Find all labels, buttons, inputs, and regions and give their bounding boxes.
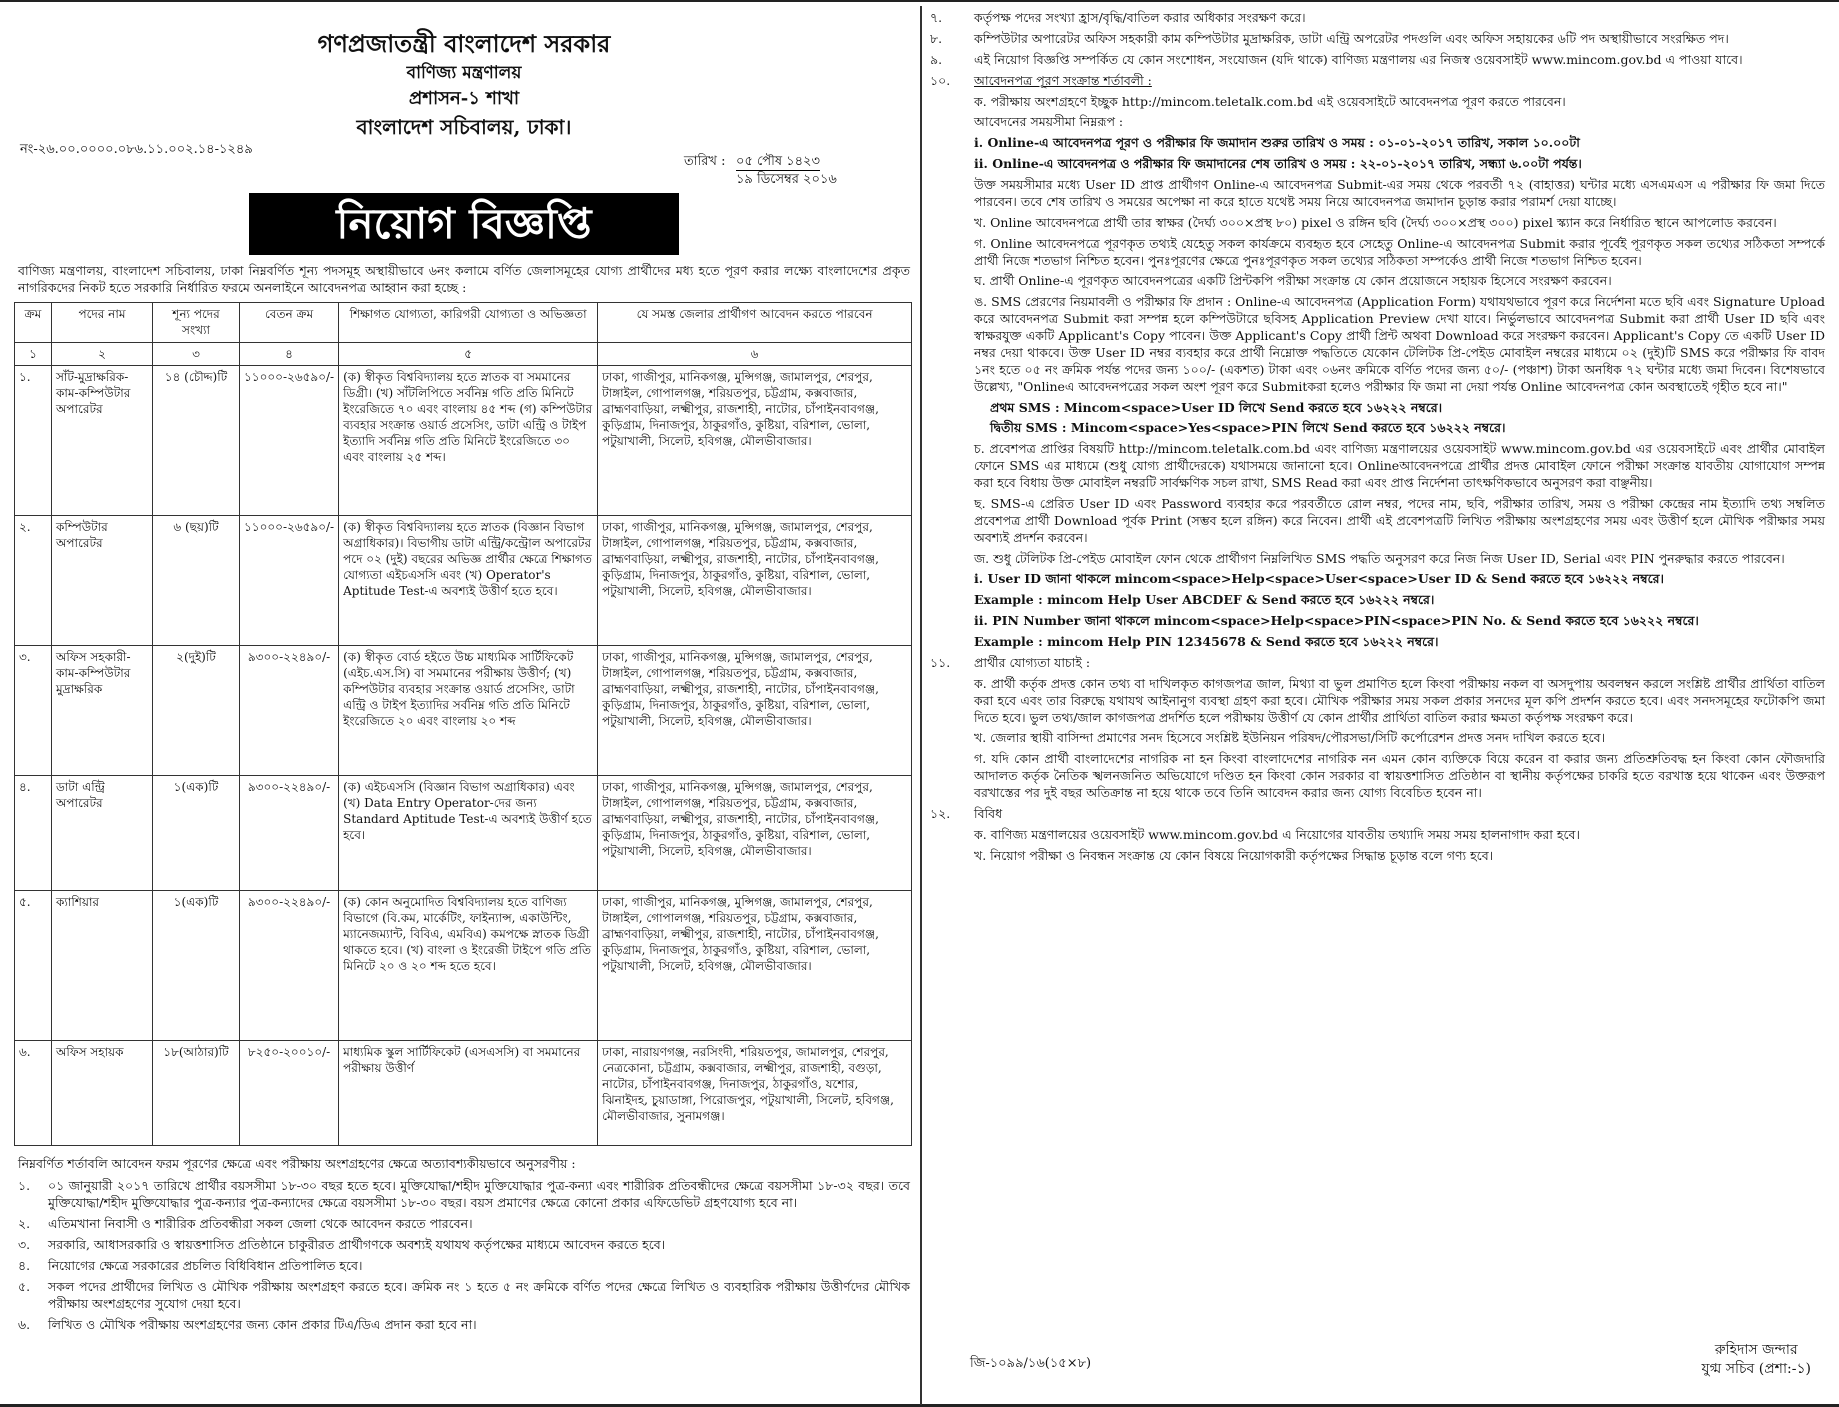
clause-9 bbox=[930, 52, 1825, 69]
clause-11 bbox=[930, 655, 1825, 672]
timeline-end: ii. Online-এ আবেদনপত্র ও পরীক্ষার ফি জমাদানের শেষ তারিখ ও সময় : ২২-০১-২০১৭ তারিখ, সন্ধ্যা ৬.০০টা পর্যন্ত। bbox=[974, 156, 1582, 172]
condition-text: সরকারি, আধাসরকারি ও স্বায়ত্তশাসিত প্রতিষ্ঠানে চাকুরীরত প্রার্থীগণকে অবশ্যই যথাযথ কর্তৃপক্ষের মাধ্যমে আবেদন করতে হবে। bbox=[48, 1237, 666, 1253]
condition-text: ০১ জানুয়ারী ২০১৭ তারিখে প্রার্থীর বয়সসীমা ১৮-৩০ বছর হতে হবে। মুক্তিযোদ্ধা/শহীদ মুক্তিযোদ্ধার পুত্র-কন্যা এবং শারীরিক প্রতিবন্ধীদের ক্ষেত্রে বয়সসীমা ১৮-৩২ বছর। তবে মুক্তিযোদ্ধা/শহীদ মুক্তিযোদ্ধার পুত্র-কন্যার পুত্র-কন্যাদের ক্ষেত্রে বয়সসীমা ১৮-৩০ বছর। বয়স প্রমাণের ক্ষেত্রে কোনো প্রকার এফিডেভিট গ্রহণযোগ্য হবে না। bbox=[48, 1178, 910, 1211]
col-number: ১ bbox=[15, 342, 52, 365]
row-post: সাঁট-মুদ্রাক্ষরিক-কাম-কম্পিউটার অপারেটর bbox=[52, 365, 153, 515]
reference-number: নং-২৬.০০.০০০০.০৮৬.১১.০০২.১৪-১২৪৯ bbox=[20, 141, 253, 157]
intro-paragraph: বাণিজ্য মন্ত্রণালয়, বাংলাদেশ সচিবালয়, ঢাকা নিম্নবর্ণিত শূন্য পদসমূহ অস্থায়ীভাবে ৬নং কলামে বর্ণিত জেলাসমূহের যোগ্য প্রার্থীদের মধ্য হতে পূরণ করার লক্ষ্যে বাংলাদেশের প্রকৃত নাগরিকদের নিকট হতে সরকারি নির্ধারিত ফরমে অনলাইনে আবেদনপত্র আহ্বান করা হচ্ছে : bbox=[18, 262, 910, 295]
condition-item bbox=[18, 1258, 910, 1275]
col-header: বেতন ক্রম bbox=[240, 303, 339, 342]
signature-block bbox=[1702, 1341, 1811, 1379]
condition-text: এতিমখানা নিবাসী ও শারীরিক প্রতিবন্ধীরা সকল জেলা থেকে আবেদন করতে পারবেন। bbox=[48, 1216, 473, 1232]
condition-number: ৫. bbox=[18, 1278, 31, 1294]
conditions-heading: নিম্নবর্ণিত শর্তাবলি আবেদন ফরম পূরণের ক্ষেত্রে এবং পরীক্ষায় অংশগ্রহণের ক্ষেত্রে অত্যাবশ্যকীয়ভাবে অনুসরণীয় : bbox=[18, 1155, 576, 1171]
row-serial: ১. bbox=[15, 365, 52, 515]
condition-number: ২. bbox=[18, 1216, 31, 1232]
table-row bbox=[15, 365, 912, 515]
row-post: ডাটা এন্ট্রি অপারেটর bbox=[52, 775, 153, 890]
col-number: ৪ bbox=[240, 342, 339, 365]
vacancy-table bbox=[14, 302, 912, 1145]
row-count: ১(এক)টি bbox=[153, 775, 240, 890]
condition-item bbox=[18, 1317, 910, 1334]
condition-item bbox=[18, 1216, 910, 1233]
col-header: শূন্য পদের সংখ্যা bbox=[153, 303, 240, 342]
col-header: পদের নাম bbox=[52, 303, 153, 342]
timeline-start: i. Online-এ আবেদনপত্র পূরণ ও পরীক্ষার ফি জমাদান শুরুর তারিখ ও সময় : ০১-০১-২০১৭ তারিখ, সকাল ১০.০০টা bbox=[974, 135, 1580, 151]
timeline-heading: আবেদনের সময়সীমা নিম্নরূপ : bbox=[974, 114, 1124, 130]
govt-name: গণপ্রজাতন্ত্রী বাংলাদেশ সরকার bbox=[317, 29, 611, 58]
row-serial: ৫. bbox=[15, 890, 52, 1040]
clause-11-kha: খ. জেলার স্থায়ী বাসিন্দা প্রমাণের সনদ হিসেবে সংশ্লিষ্ট ইউনিয়ন পরিষদ/পৌরসভা/সিটি কর্পোরেশন প্রদত্ত সনদ দাখিল করতে হবে। bbox=[974, 730, 1606, 746]
row-serial: ৬. bbox=[15, 1040, 52, 1145]
date-english: ১৯ ডিসেম্বর ২০১৬ bbox=[736, 172, 837, 188]
clause-number: ১১. bbox=[930, 654, 951, 670]
col-number: ৬ bbox=[598, 342, 912, 365]
sms-first: প্রথম SMS : Mincom<space>User ID লিখে Send করতে হবে ১৬২২২ নম্বরে। bbox=[990, 399, 1443, 415]
clause-text: কর্তৃপক্ষ পদের সংখ্যা হ্রাস/বৃদ্ধি/বাতিল করার অধিকার সংরক্ষণ করে। bbox=[974, 10, 1306, 25]
timeline-note: উক্ত সময়সীমার মধ্যে User ID প্রাপ্ত প্রার্থীগণ Online-এ আবেদনপত্র Submit-এর সময় থেকে পরবর্তী ৭২ (বাহাত্তর) ঘন্টার মধ্যে এসএমএস এ পরীক্ষার ফি জমা দিতে পারবেন। তবে শেষ তারিখ ও সময়ের অপেক্ষা না করে হাতে যথেষ্ট সময় নিয়ে আবেদনপত্র জমাদান চূড়ান্ত করার পরামর্শ দেয়া যাচ্ছে। bbox=[974, 177, 1825, 209]
clause-8 bbox=[930, 31, 1825, 48]
clause-text: কম্পিউটার অপারেটর অফিস সহকারী কাম কম্পিউটার মুদ্রাক্ষরিক, ডাটা এন্ট্রি অপরেটর পদগুলি এবং অফিস সহায়কের ৬টি পদ অস্থায়ীভাবে সংরক্ষিত পদ। bbox=[974, 30, 1729, 46]
clause-text: বিবিধ bbox=[974, 805, 1003, 821]
col-header: যে সমস্ত জেলার প্রার্থীগণ আবেদন করতে পারবেন bbox=[598, 303, 912, 342]
clause-number: ৮. bbox=[930, 30, 943, 46]
row-post: অফিস সহায়ক bbox=[52, 1040, 153, 1145]
table-row bbox=[15, 645, 912, 775]
clause-10 bbox=[930, 73, 1825, 90]
table-row bbox=[15, 515, 912, 645]
row-post: ক্যাশিয়ার bbox=[52, 890, 153, 1040]
row-post: অফিস সহকারী-কাম-কম্পিউটার মুদ্রাক্ষরিক bbox=[52, 645, 153, 775]
row-qualification: (ক) স্বীকৃত বিশ্ববিদ্যালয় হতে স্নাতক (বিজ্ঞান বিভাগ অগ্রাধিকার)। বিভাগীয় ডাটা এন্ট্রি/কন্ট্রোল অপারেটর পদে ০২ (দুই) বছরের অভিজ্ঞ প্রার্থীর ক্ষেত্রে শিক্ষাগত যোগ্যতা এইচএসসি এবং (খ) Operator's Aptitude Test-এ অবশ্যই উত্তীর্ণ হতে হবে। bbox=[339, 515, 598, 645]
row-districts: ঢাকা, গাজীপুর, মানিকগঞ্জ, মুন্সিগঞ্জ, জামালপুর, শেরপুর, টাঙ্গাইল, গোপালগঞ্জ, শরিয়তপুর, চট্টগ্রাম, কক্সবাজার, ব্রাহ্মণবাড়িয়া, লক্ষ্মীপুর, রাজশাহী, নাটোর, চাঁপাইনবাবগঞ্জ, কুড়িগ্রাম, দিনাজপুর, ঠাকুরগাঁও, কুষ্টিয়া, বরিশাল, ভোলা, পটুয়াখালী, সিলেট, হবিগঞ্জ, মৌলভীবাজার। bbox=[598, 775, 912, 890]
right-column bbox=[930, 8, 1825, 1403]
ref-date-line bbox=[14, 141, 914, 188]
clause-text: এই নিয়োগ বিজ্ঞপ্তি সম্পর্কিত যে কোন সংশোধন, সংযোজন (যদি থাকে) বাণিজ্য মন্ত্রণালয় এর নিজস্ব ওয়েবসাইট www.mincom.gov.bd এ পাওয়া যাবে। bbox=[974, 51, 1743, 67]
row-districts: ঢাকা, গাজীপুর, মানিকগঞ্জ, মুন্সিগঞ্জ, জামালপুর, শেরপুর, টাঙ্গাইল, গোপালগঞ্জ, শরিয়তপুর, চট্টগ্রাম, কক্সবাজার, ব্রাহ্মণবাড়িয়া, লক্ষ্মীপুর, রাজশাহী, নাটোর, চাঁপাইনবাবগঞ্জ, কুড়িগ্রাম, দিনাজপুর, ঠাকুরগাঁও, কুষ্টিয়া, বরিশাল, ভোলা, পটুয়াখালী, সিলেট, হবিগঞ্জ, মৌলভীবাজার। bbox=[598, 365, 912, 515]
row-count: ২(দুই)টি bbox=[153, 645, 240, 775]
table-number-row bbox=[15, 342, 912, 365]
clause-7 bbox=[930, 10, 1825, 27]
clause-12-kha: খ. নিয়োগ পরীক্ষা ও নিবন্ধন সংক্রান্ত যে কোন বিষয়ে নিয়োগকারী কর্তৃপক্ষের সিদ্ধান্ত চূড়ান্ত বলে গণ্য হবে। bbox=[974, 847, 1494, 863]
condition-text: সকল পদের প্রার্থীদের লিখিত ও মৌখিক পরীক্ষায় অংশগ্রহণ করতে হবে। ক্রমিক নং ১ হতে ৫ নং ক্রমিকে বর্ণিত পদের ক্ষেত্রে লিখিত ও ব্যবহারিক পরীক্ষায় উত্তীর্ণদের মৌখিক পরীক্ষায় অংশগ্রহণের সুযোগ দেয়া হবে। bbox=[48, 1278, 910, 1311]
condition-text: নিয়োগের ক্ষেত্রে সরকারের প্রচলিত বিধিবিধান প্রতিপালিত হবে। bbox=[48, 1257, 363, 1273]
clause-10-uma: ঙ. SMS প্রেরণের নিয়মাবলী ও পরীক্ষার ফি প্রদান : Online-এ আবেদনপত্র (Application Form) যথাযথভাবে পূরণ করে নির্দেশনা মতে ছবি এবং Signature Upload করে আবেদনপত্র Submit করা সম্পন্ন হলে কম্পিউটারে ছবিসহ Application Preview দেখা যাবে। নির্ভুলভাবে আবেদনপত্র Submit করা প্রার্থী User ID ছবি এবং স্বাক্ষরযুক্ত একটি Applicant's Copy পাবেন। উক্ত Applicant's Copy প্রার্থী প্রিন্ট অথবা Download করে সংরক্ষণ করবেন। Applicant's Copy তে একটি User ID নম্বর দেয়া থাকবে। উক্ত User ID নম্বর ব্যবহার করে প্রার্থী নিম্নোক্ত পদ্ধতিতে যেকোন টেলিটক প্রি-পেইড মোবাইল নম্বরের মাধ্যমে ০২ (দুই)টি SMS করে পরীক্ষার ফি বাবদ ১নং হতে ০৫ নং ক্রমিক পর্যন্ত পদের জন্য ১০০/- (একশত) টাকা এবং ০৬নং ক্রমিকে বর্ণিত পদের জন্য ৫০/- (পঞ্চাশ) টাকা অনধিক ৭২ ঘন্টার মধ্যে জমা দিবেন। বিশেষভাবে উল্লেখ্য, "Onlineএ আবেদনপত্রের সকল অংশ পূরণ করে Submitকরা হলেও পরীক্ষার ফি জমা না দেয়া পর্যন্ত Online আবেদনপত্র কোন অবস্থাতেই গৃহীত হবে না।" bbox=[974, 294, 1825, 394]
row-count: ৬ (ছয়)টি bbox=[153, 515, 240, 645]
condition-text: লিখিত ও মৌখিক পরীক্ষায় অংশগ্রহণের জন্য কোন প্রকার টিএ/ডিএ প্রদান করা হবে না। bbox=[48, 1316, 477, 1332]
row-qualification: (ক) স্বীকৃত বিশ্ববিদ্যালয় হতে স্নাতক বা সমমানের ডিগ্রী। (খ) সাঁটলিপিতে সর্বনিম্ন গতি প্রতি মিনিটে ইংরেজিতে ৭০ এবং বাংলায় ৪৫ শব্দ (গ) কম্পিউটার ব্যবহার সংক্রান্ত ওয়ার্ড প্রসেসিং, ডাটা এন্ট্রি ও টাইপ ইত্যাদি সর্বনিম্ন গতি প্রতি মিনিটে ইংরেজিতে ৩০ এবং বাংলায় ২৫ শব্দ। bbox=[339, 365, 598, 515]
recruitment-banner: নিয়োগ বিজ্ঞপ্তি bbox=[249, 193, 679, 255]
clause-number: ৯. bbox=[930, 51, 943, 67]
condition-number: ৩. bbox=[18, 1237, 31, 1253]
clause-number: ১০. bbox=[930, 72, 951, 88]
clause-text: প্রার্থীর যোগ্যতা যাচাই : bbox=[974, 654, 1091, 670]
clause-10-cha: চ. প্রবেশপত্র প্রাপ্তির বিষয়টি http://mincom.teletalk.com.bd এবং বাণিজ্য মন্ত্রণালয়ের ওয়েবসাইট www.mincom.gov.bd এর ওয়েবসাইটে এবং প্রার্থীর মোবাইল ফোনে SMS এর মাধ্যমে (শুধু যোগ্য প্রার্থীদেরকে) যথাসময়ে জানানো হবে। Onlineআবেদনপত্রে প্রার্থীর প্রদত্ত মোবাইল ফোনে পরীক্ষা সংক্রান্ত যাবতীয় যোগাযোগ সম্পন্ন করা হবে বিধায় উক্ত মোবাইল নম্বরটি সার্বক্ষণিক সচল রাখা, SMS Read করা এবং প্রাপ্ত নির্দেশনা তাৎক্ষণিকভাবে অনুসরণ করা বাঞ্ছনীয়। bbox=[974, 441, 1825, 490]
clause-10-chha: ছ. SMS-এ প্রেরিত User ID এবং Password ব্যবহার করে পরবর্তীতে রোল নম্বর, পদের নাম, ছবি, পরীক্ষার তারিখ, সময় ও পরীক্ষা কেন্দ্রের নাম ইত্যাদি তথ্য সম্বলিত প্রবেশপত্র প্রার্থী Download পূর্বক Print (সম্ভব হলে রঙ্গিন) করে নিবেন। প্রার্থী এই প্রবেশপত্রটি লিখিত পরীক্ষায় অংশগ্রহণের সময় এবং উত্তীর্ণ হলে মৌখিক পরীক্ষার সময় অবশ্যই প্রদর্শন করবেন। bbox=[974, 495, 1825, 545]
clause-text: আবেদনপত্র পূরণ সংক্রান্ত শর্তাবলী : bbox=[974, 72, 1152, 88]
col-header: শিক্ষাগত যোগ্যতা, কারিগরী যোগ্যতা ও অভিজ্ঞতা bbox=[339, 303, 598, 342]
clause-11-ga: গ. যদি কোন প্রার্থী বাংলাদেশের নাগরিক না হন কিংবা বাংলাদেশের নাগরিক নন এমন কোন ব্যক্তিকে বিয়ে করেন বা করার জন্য প্রতিশ্রুতিবদ্ধ হন কিংবা কোন ফৌজদারি আদালত কর্তৃক নৈতিক স্খলনজনিত অভিযোগে দণ্ডিত হন কিংবা কোন সরকার বা স্বায়ত্তশাসিত প্রতিষ্ঠান বা স্থানীয় কর্তৃপক্ষের চাকরি হতে বরখাস্ত হয়ে থাকেন এবং উক্তরূপ বরখাস্তের পর দুই বছর অতিক্রান্ত না হয়ে থাকে তবে তিনি আবেদন করার জন্য যোগ্য বিবেচিত হবেন না। bbox=[974, 751, 1825, 800]
table-row bbox=[15, 1040, 912, 1145]
clause-12-ka: ক. বাণিজ্য মন্ত্রণালয়ের ওয়েবসাইট www.mincom.gov.bd এ নিয়োগের যাবতীয় তথ্যাদি সময় সময় হালনাগাদ করা হবে। bbox=[974, 826, 1580, 842]
recover-userid-example: Example : mincom Help User ABCDEF & Send করতে হবে ১৬২২২ নম্বরে। bbox=[974, 592, 1435, 608]
condition-number: ১. bbox=[18, 1178, 31, 1194]
condition-item bbox=[18, 1237, 910, 1254]
recover-pin: ii. PIN Number জানা থাকলে mincom<space>Help<space>PIN<space>PIN No. & Send করতে হবে ১৬২২২ নম্বরে। bbox=[974, 613, 1699, 629]
row-districts: ঢাকা, গাজীপুর, মানিকগঞ্জ, মুন্সিগঞ্জ, জামালপুর, শেরপুর, টাঙ্গাইল, গোপালগঞ্জ, শরিয়তপুর, চট্টগ্রাম, কক্সবাজার, ব্রাহ্মণবাড়িয়া, লক্ষ্মীপুর, রাজশাহী, নাটোর, চাঁপাইনবাবগঞ্জ, কুড়িগ্রাম, দিনাজপুর, ঠাকুরগাঁও, কুষ্টিয়া, বরিশাল, ভোলা, পটুয়াখালী, সিলেট, হবিগঞ্জ, মৌলভীবাজার। bbox=[598, 890, 912, 1040]
left-column bbox=[14, 8, 914, 1403]
clause-12 bbox=[930, 806, 1825, 823]
row-pay: ৮২৫০-২০০১০/- bbox=[240, 1040, 339, 1145]
row-qualification: (ক) স্বীকৃত বোর্ড হইতে উচ্চ মাধ্যমিক সার্টিফিকেট (এইচ.এস.সি) বা সমমানের পরীক্ষায় উত্তীর্ণ; (খ) কম্পিউটার ব্যবহার সংক্রান্ত ওয়ার্ড প্রসেসিং, ডাটা এন্ট্রি ও টাইপ ইত্যাদির সর্বনিম্ন গতি প্রতি মিনিটে ইংরেজিতে ২০ এবং বাংলায় ২০ শব্দ bbox=[339, 645, 598, 775]
ministry-name: বাণিজ্য মন্ত্রণালয় bbox=[406, 63, 522, 84]
row-pay: ৯৩০০-২২৪৯০/- bbox=[240, 890, 339, 1040]
column-divider bbox=[920, 6, 922, 1405]
col-number: ২ bbox=[52, 342, 153, 365]
clause-number: ৭. bbox=[930, 10, 943, 25]
row-pay: ১১০০০-২৬৫৯০/- bbox=[240, 515, 339, 645]
row-pay: ১১০০০-২৬৫৯০/- bbox=[240, 365, 339, 515]
col-number: ৩ bbox=[153, 342, 240, 365]
row-districts: ঢাকা, গাজীপুর, মানিকগঞ্জ, মুন্সিগঞ্জ, জামালপুর, শেরপুর, টাঙ্গাইল, গোপালগঞ্জ, শরিয়তপুর, চট্টগ্রাম, কক্সবাজার, ব্রাহ্মণবাড়িয়া, লক্ষ্মীপুর, রাজশাহী, নাটোর, চাঁপাইনবাবগঞ্জ, কুড়িগ্রাম, দিনাজপুর, ঠাকুরগাঁও, কুষ্টিয়া, বরিশাল, ভোলা, পটুয়াখালী, সিলেট, হবিগঞ্জ, মৌলভীবাজার। bbox=[598, 515, 912, 645]
condition-item bbox=[18, 1178, 910, 1212]
table-row bbox=[15, 890, 912, 1040]
clause-10-ja: জ. শুধু টেলিটক প্রি-পেইড মোবাইল ফোন থেকে প্রার্থীগণ নিম্নলিখিত SMS পদ্ধতি অনুসরণ করে নিজ নিজ User ID, Serial এবং PIN পুনরুদ্ধার করতে পারবেন। bbox=[974, 550, 1785, 566]
condition-number: ৪. bbox=[18, 1257, 31, 1273]
row-count: ১(এক)টি bbox=[153, 890, 240, 1040]
row-count: ১৪ (চৌদ্দ)টি bbox=[153, 365, 240, 515]
row-count: ১৮(আঠার)টি bbox=[153, 1040, 240, 1145]
row-serial: ৩. bbox=[15, 645, 52, 775]
clause-number: ১২. bbox=[930, 805, 951, 821]
clause-10-gha: ঘ. প্রার্থী Online-এ পূরণকৃত আবেদনপত্রের একটি প্রিন্টকপি পরীক্ষা সংক্রান্ত যে কোন প্রয়োজনে সহায়ক হিসেবে সংরক্ষণ করবেন। bbox=[974, 273, 1612, 289]
signatory-title: যুগ্ম সচিব (প্রশা:-১) bbox=[1701, 1361, 1811, 1378]
row-serial: ৪. bbox=[15, 775, 52, 890]
date-label: তারিখ : bbox=[684, 153, 726, 169]
date-block bbox=[684, 153, 844, 189]
office-address: বাংলাদেশ সচিবালয়, ঢাকা। bbox=[356, 114, 572, 139]
date-bangla: ০৫ পৌষ ১৪২৩ bbox=[736, 153, 820, 172]
col-header: ক্রম bbox=[15, 303, 52, 342]
row-districts: ঢাকা, গাজীপুর, মানিকগঞ্জ, মুন্সিগঞ্জ, জামালপুর, শেরপুর, টাঙ্গাইল, গোপালগঞ্জ, শরিয়তপুর, চট্টগ্রাম, কক্সবাজার, ব্রাহ্মণবাড়িয়া, লক্ষ্মীপুর, রাজশাহী, নাটোর, চাঁপাইনবাবগঞ্জ, কুড়িগ্রাম, দিনাজপুর, ঠাকুরগাঁও, কুষ্টিয়া, বরিশাল, ভোলা, পটুয়াখালী, সিলেট, হবিগঞ্জ, মৌলভীবাজার। bbox=[598, 645, 912, 775]
recover-userid: i. User ID জানা থাকলে mincom<space>Help<space>User<space>User ID & Send করতে হবে ১৬২২২ নম্বরে। bbox=[974, 571, 1664, 587]
table-header-row bbox=[15, 303, 912, 342]
recover-pin-example: Example : mincom Help PIN 12345678 & Send করতে হবে ১৬২২২ নম্বরে। bbox=[974, 634, 1439, 649]
clause-10-ka: ক. পরীক্ষায় অংশগ্রহণে ইচ্ছুক http://mincom.teletalk.com.bd এই ওয়েবসাইটে আবেদনপত্র পূরণ করতে পারবেন। bbox=[974, 93, 1566, 109]
clause-10-kha: খ. Online আবেদনপত্রে প্রার্থী তার স্বাক্ষর (দৈর্ঘ্য ৩০০×প্রস্থ ৮০) pixel ও রঙ্গিন ছবি (দৈর্ঘ্য ৩০০×প্রস্থ ৩০০) pixel স্ক্যান করে নির্ধারিত স্থানে আপলোড করবেন। bbox=[974, 214, 1777, 230]
row-pay: ৯৩০০-২২৪৯০/- bbox=[240, 645, 339, 775]
clause-11-ka: ক. প্রার্থী কর্তৃক প্রদত্ত কোন তথ্য বা দাখিলকৃত কাগজপত্র জাল, মিথ্যা বা ভুল প্রমাণিত হলে কিংবা পরীক্ষায় নকল বা অসদুপায় অবলম্বন করলে সংশ্লিষ্ট প্রার্থীর প্রার্থিতা বাতিল করা হবে এবং তার বিরুদ্ধে যথাযথ আইনানুগ ব্যবস্থা গ্রহণ করা হবে। মৌখিক পরীক্ষার সময় সকল প্রকার সনদের মূল কপি প্রদর্শন করতে হবে। এবং সনদসমূহের ফটোকপি জমা দিতে হবে। ভুল তথ্য/জাল কাগজপত্র প্রদর্শিত হলে পরীক্ষায় উত্তীর্ণ যে কোন প্রার্থীর প্রার্থিতা বাতিল করার ক্ষমতা কর্তৃপক্ষ সংরক্ষণ করে। bbox=[974, 675, 1825, 725]
sms-second: দ্বিতীয় SMS : Mincom<space>Yes<space>PIN লিখে Send করতে হবে ১৬২২২ নম্বরে। bbox=[990, 420, 1506, 436]
branch-name: প্রশাসন-১ শাখা bbox=[408, 88, 520, 110]
col-number: ৫ bbox=[339, 342, 598, 365]
row-qualification: (ক) এইচএসসি (বিজ্ঞান বিভাগ অগ্রাধিকার) এবং (খ) Data Entry Operator-দের জন্য Standard Aptitude Test-এ অবশ্যই উত্তীর্ণ হতে হবে। bbox=[339, 775, 598, 890]
clause-10-ga: গ. Online আবেদনপত্রে পূরণকৃত তথ্যই যেহেতু সকল কার্যক্রমে ব্যবহৃত হবে সেহেতু Online-এ আবেদনপত্র Submit করার পূর্বেই পূরণকৃত সকল তথ্যের সঠিকতা সম্পর্কে প্রার্থী নিজে শতভাগ নিশ্চিত হবেন। পুনঃপূরণের ক্ষেত্রে পুনঃপূরণকৃত সকল তথ্যের সঠিকতা সম্পর্কেও প্রার্থী নিজে শতভাগ নিশ্চিত হবেন। bbox=[974, 235, 1825, 268]
row-qualification: মাধ্যমিক স্কুল সার্টিফিকেট (এসএসসি) বা সমমানের পরীক্ষায় উত্তীর্ণ bbox=[339, 1040, 598, 1145]
row-post: কম্পিউটার অপারেটর bbox=[52, 515, 153, 645]
row-qualification: (ক) কোন অনুমোদিত বিশ্ববিদ্যালয় হতে বাণিজ্য বিভাগে (বি.কম, মার্কেটিং, ফাইন্যান্স, একাউন্টিং, ম্যানেজম্যান্ট, বিবিএ, এমবিএ) কমপক্ষে স্নাতক ডিগ্রী থাকতে হবে। (খ) বাংলা ও ইংরেজী টাইপে গতি প্রতি মিনিটে ২০ ও ২০ শব্দ হতে হবে। bbox=[339, 890, 598, 1040]
condition-number: ৬. bbox=[18, 1316, 31, 1332]
print-code: জি-১০৯৯/১৬(১৫×৮) bbox=[970, 1356, 1092, 1372]
row-serial: ২. bbox=[15, 515, 52, 645]
row-pay: ৯৩০০-২২৪৯০/- bbox=[240, 775, 339, 890]
row-districts: ঢাকা, নারায়ণগঞ্জ, নরসিংদী, শরিয়তপুর, জামালপুর, শেরপুর, নেত্রকোনা, চট্টগ্রাম, কক্সবাজার, লক্ষ্মীপুর, রাজশাহী, বগুড়া, নাটোর, চাঁপাইনবাবগঞ্জ, দিনাজপুর, ঠাকুরগাঁও, যশোর, ঝিনাইদহ, চুয়াডাঙ্গা, পিরোজপুর, পটুয়াখালী, সিলেট, হবিগঞ্জ, মৌলভীবাজার, সুনামগঞ্জ। bbox=[598, 1040, 912, 1145]
condition-item bbox=[18, 1279, 910, 1313]
table-row bbox=[15, 775, 912, 890]
letterhead bbox=[14, 28, 914, 141]
signatory-name: রুহিদাস জন্দার bbox=[1714, 1342, 1798, 1359]
